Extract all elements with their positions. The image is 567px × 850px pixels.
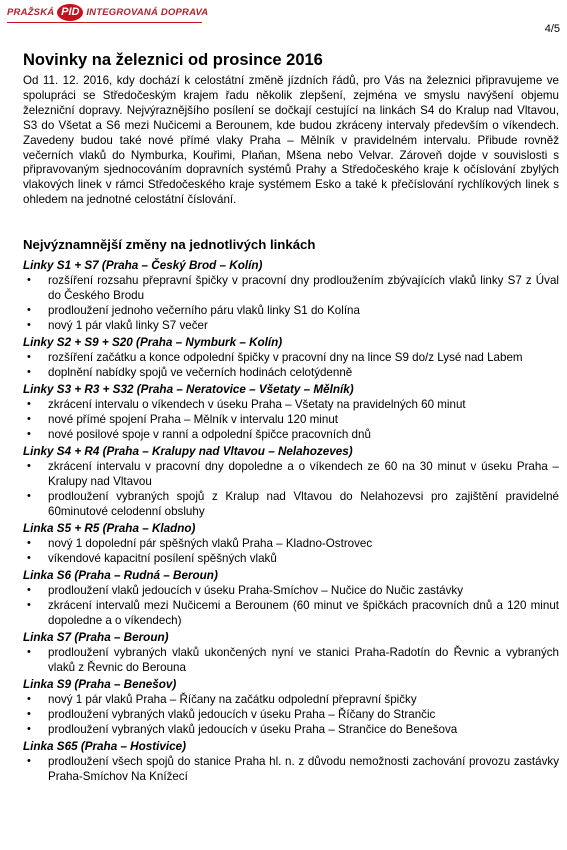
- list-item: • prodloužení vybraných vlaků ukončených nyní ve stanici Praha-Radotín do Řevnic a vybraných vlaků z Řevnic do Berouna: [23, 645, 559, 675]
- line-changes-list: [23, 583, 559, 628]
- list-item: • nový 1 dopolední pár spěšných vlaků Praha – Kladno-Ostrovec: [23, 536, 559, 551]
- line-block: [23, 258, 559, 333]
- list-item: • prodloužení vybraných spojů z Kralup nad Vltavou do Nelahozevsi pro zajištění pravidelné 60minutové celodenní obsluhy: [23, 489, 559, 519]
- line-title: Linka S7 (Praha – Beroun): [23, 631, 169, 644]
- logo-right-text: INTEGROVANÁ DOPRAVA: [86, 6, 209, 18]
- list-item: • prodloužení vybraných vlaků jedoucích v úseku Praha – Říčany do Strančic: [23, 707, 559, 722]
- line-changes-list: [23, 692, 559, 737]
- list-item: • nové přímé spojení Praha – Mělník v intervalu 120 minut: [23, 412, 559, 427]
- logo-underline: [7, 22, 202, 23]
- page-title: Novinky na železnici od prosince 2016: [23, 51, 323, 69]
- line-block: [23, 739, 559, 784]
- line-title: Linky S2 + S9 + S20 (Praha – Nymburk – Kolín): [23, 336, 283, 349]
- line-changes-list: [23, 754, 559, 784]
- line-title: Linka S5 + R5 (Praha – Kladno): [23, 522, 196, 535]
- line-title: Linka S65 (Praha – Hostivice): [23, 740, 187, 753]
- list-item: • doplnění nabídky spojů ve večerních hodinách celotýdenně: [23, 365, 559, 380]
- line-title: Linky S4 + R4 (Praha – Kralupy nad Vltavou – Nelahozeves): [23, 445, 353, 458]
- page-number: 4/5: [544, 23, 560, 35]
- line-block: [23, 630, 559, 675]
- line-changes-list: [23, 536, 559, 566]
- list-item: • prodloužení jednoho večerního páru vlaků linky S1 do Kolína: [23, 303, 559, 318]
- list-item: • víkendové kapacitní posílení spěšných vlaků: [23, 551, 559, 566]
- logo-left-text: PRAŽSKÁ: [7, 6, 55, 18]
- pid-logo: [7, 2, 208, 22]
- intro-paragraph: Od 11. 12. 2016, kdy dochází k celostátní změně jízdních řádů, pro Vás na železnici připravujeme ve spolupráci se Středočeským krajem řadu několik zlepšení, zejména ve smyslu navýšení objemu železniční dopravy. Nejvýraznějšího posílení se dočkají cestující na linkách S4 do Kralup nad Vltavou, S3 do Všetat a S6 mezi Nučicemi a Berounem, kde budou zkráceny intervaly především o víkendech. Zavedeny budou také nové přímé vlaky Praha – Mělník v pravidelném intervalu. Přibude rovněž večerních vlaků do Nymburka, Kouřimi, Plaňan, Mšena nebo Velvar. Zároveň dojde v souvislosti s připravovaným sjednocováním dopravních systémů Prahy a Středočeského kraje k očíslování zbylých vlakových linek v rámci Středočeského kraje systémem Esko a také k přečíslování rychlíkových linek s ohledem na jednotné celostátní číslování.: [23, 74, 559, 207]
- line-title: Linka S9 (Praha – Benešov): [23, 678, 177, 691]
- line-title: Linky S3 + R3 + S32 (Praha – Neratovice – Všetaty – Mělník): [23, 383, 354, 396]
- line-block: [23, 568, 559, 628]
- line-changes-list: [23, 459, 559, 519]
- line-block: [23, 677, 559, 737]
- changes-section: [23, 237, 559, 784]
- list-item: • rozšíření rozsahu přepravní špičky v pracovní dny prodloužením zbývajících vlaků linky S7 z Úval do Českého Brodu: [23, 273, 559, 303]
- list-item: • rozšíření začátku a konce odpolední špičky v pracovní dny na lince S9 do/z Lysé nad Labem: [23, 350, 559, 365]
- line-block: [23, 382, 559, 442]
- lines-list: [23, 258, 559, 784]
- list-item: • prodloužení vybraných vlaků jedoucích v úseku Praha – Strančice do Benešova: [23, 722, 559, 737]
- logo-badge: PID: [57, 4, 83, 21]
- line-block: [23, 444, 559, 519]
- list-item: • nový 1 pár vlaků linky S7 večer: [23, 318, 559, 333]
- list-item: • zkrácení intervalu v pracovní dny dopoledne a o víkendech ze 60 na 30 minut v úseku Praha – Kralupy nad Vltavou: [23, 459, 559, 489]
- line-changes-list: [23, 397, 559, 442]
- line-block: [23, 335, 559, 380]
- line-changes-list: [23, 645, 559, 675]
- line-changes-list: [23, 273, 559, 333]
- list-item: • prodloužení vlaků jedoucích v úseku Praha-Smíchov – Nučice do Nučic zastávky: [23, 583, 559, 598]
- list-item: • prodloužení všech spojů do stanice Praha hl. n. z důvodu nemožnosti zachování provozu zastávky Praha-Smíchov Na Knížecí: [23, 754, 559, 784]
- list-item: • nové posilové spoje v ranní a odpolední špičce pracovních dnů: [23, 427, 559, 442]
- list-item: • nový 1 pár vlaků Praha – Říčany na začátku odpolední přepravní špičky: [23, 692, 559, 707]
- line-block: [23, 521, 559, 566]
- list-item: • zkrácení intervalu o víkendech v úseku Praha – Všetaty na pravidelných 60 minut: [23, 397, 559, 412]
- line-title: Linka S6 (Praha – Rudná – Beroun): [23, 569, 218, 582]
- section-title: Nejvýznamnější změny na jednotlivých linkách: [23, 237, 316, 252]
- line-changes-list: [23, 350, 559, 380]
- list-item: • zkrácení intervalů mezi Nučicemi a Berounem (60 minut ve špičkách pracovních dnů a 120 minut dopoledne a o víkendech): [23, 598, 559, 628]
- line-title: Linky S1 + S7 (Praha – Český Brod – Kolín): [23, 259, 263, 272]
